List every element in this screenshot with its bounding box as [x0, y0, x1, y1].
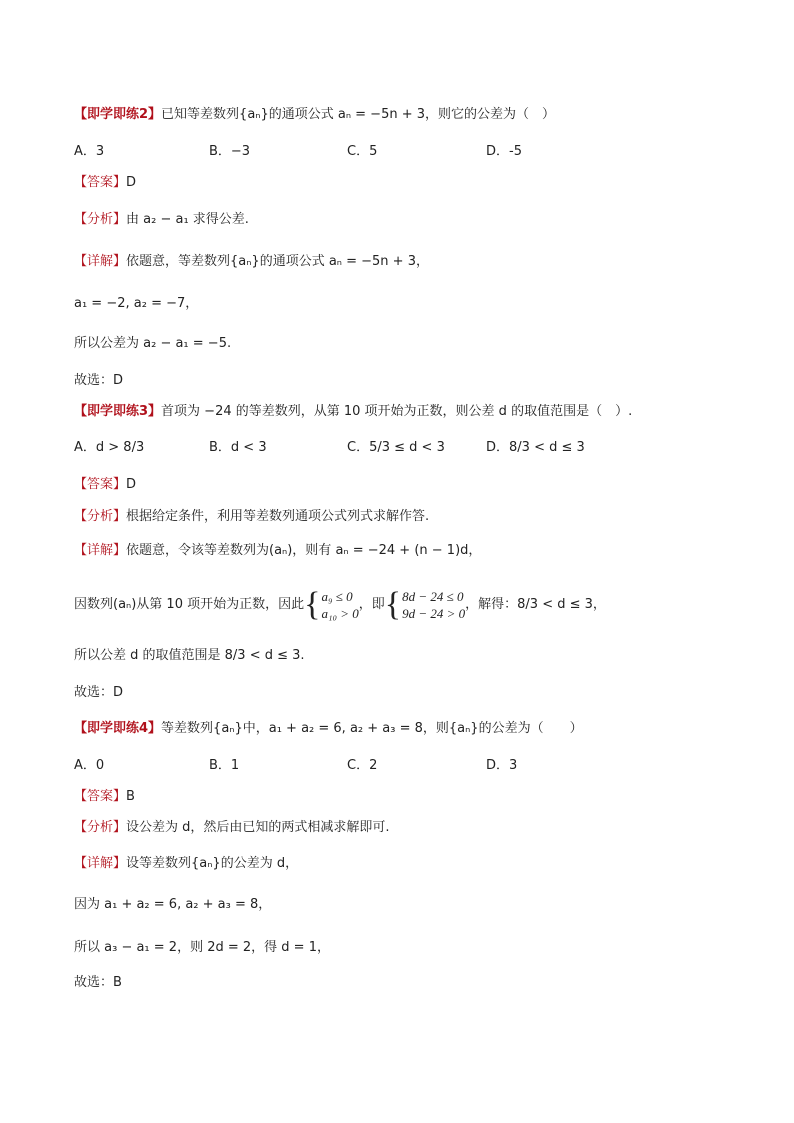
- q3-system-1-row-2: a₁₀ > 0: [321, 605, 359, 621]
- q4-analysis: 设公差为 d，然后由已知的两式相减求解即可.: [126, 820, 390, 835]
- q2-analysis-label: 【分析】: [74, 212, 127, 227]
- q3-detail-line-2: [74, 586, 606, 624]
- q4-option-d: D．3: [486, 758, 518, 773]
- q2-tag: 【即学即练2】: [74, 107, 162, 122]
- q4-answer: B: [126, 789, 135, 804]
- q2-answer-label: 【答案】: [74, 175, 127, 190]
- q4-detail-3: 所以 a₃ − a₁ = 2，则 2d = 2，得 d = 1，: [74, 940, 330, 955]
- q3-analysis-label: 【分析】: [74, 509, 127, 524]
- q4-option-a: A．0: [74, 758, 105, 773]
- q2-detail-2: a₁ = −2, a₂ = −7，: [74, 296, 199, 311]
- q4-analysis-line: [74, 818, 390, 838]
- q3-brace-2: {: [384, 585, 402, 623]
- q3-answer-label: 【答案】: [74, 477, 127, 492]
- q4-option-b: B．1: [209, 758, 240, 773]
- q3-detail-line-1: [74, 541, 481, 561]
- q3-system-2-row-2: 9d − 24 > 0: [402, 605, 466, 621]
- q3-stem-line: [74, 402, 632, 422]
- q3-stem: 首项为 −24 的等差数列，从第 10 项开始为正数，则公差 d 的取值范围是（ ）.: [161, 404, 633, 419]
- q3-system-1: [321, 588, 358, 622]
- q3-analysis-line: [74, 507, 429, 527]
- q2-stem: 已知等差数列{aₙ}的通项公式 aₙ = −5n + 3，则它的公差为（ ）: [161, 107, 556, 122]
- q3-detail-label: 【详解】: [74, 543, 127, 558]
- q3-option-c: C．5/3 ≤ d < 3: [347, 440, 445, 455]
- q3-detail-1: 依题意，令该等差数列为(aₙ)，则有 aₙ = −24 + (n − 1)d，: [126, 543, 482, 558]
- q3-detail-2a: 因数列(aₙ)从第 10 项开始为正数，因此: [74, 597, 305, 612]
- q2-detail-label: 【详解】: [74, 254, 127, 269]
- q3-option-a: A．d > 8/3: [74, 440, 145, 455]
- q3-detail-3: 所以公差 d 的取值范围是 8/3 < d ≤ 3.: [74, 648, 305, 663]
- q2-answer-line: [74, 173, 136, 193]
- q3-answer-line: [74, 475, 136, 495]
- q3-system-2: [402, 588, 465, 622]
- q2-stem-line: [74, 105, 555, 125]
- q2-option-c: C．5: [347, 144, 378, 159]
- q2-choice: 故选：D: [74, 373, 124, 388]
- q4-answer-line: [74, 787, 135, 807]
- q2-option-d: D．-5: [486, 144, 522, 159]
- q4-choice: 故选：B: [74, 975, 122, 990]
- q3-option-b: B．d < 3: [209, 440, 267, 455]
- q3-analysis: 根据给定条件，利用等差数列通项公式列式求解作答.: [126, 509, 430, 524]
- q4-tag: 【即学即练4】: [74, 721, 162, 736]
- q3-answer: D: [126, 477, 137, 492]
- q4-detail-2: 因为 a₁ + a₂ = 6, a₂ + a₃ = 8，: [74, 897, 272, 912]
- q4-detail-label: 【详解】: [74, 856, 127, 871]
- q2-detail-line-1: [74, 252, 429, 272]
- q2-detail-3: 所以公差为 a₂ − a₁ = −5.: [74, 336, 232, 351]
- q2-option-a: A．3: [74, 144, 105, 159]
- q3-detail-2c: ，解得：8/3 < d ≤ 3，: [465, 597, 606, 612]
- q3-brace-1: {: [304, 585, 321, 623]
- q3-tag: 【即学即练3】: [74, 404, 162, 419]
- q2-analysis-line: [74, 210, 249, 230]
- q3-system-1-row-1: a₉ ≤ 0: [321, 588, 353, 604]
- q3-system-2-row-1: 8d − 24 ≤ 0: [402, 588, 464, 604]
- q2-option-b: B．−3: [209, 144, 251, 159]
- q4-analysis-label: 【分析】: [74, 820, 127, 835]
- q2-analysis: 由 a₂ − a₁ 求得公差.: [126, 212, 249, 227]
- q4-answer-label: 【答案】: [74, 789, 127, 804]
- q4-stem: 等差数列{aₙ}中，a₁ + a₂ = 6, a₂ + a₃ = 8，则{aₙ}的公差为（ ）: [161, 721, 583, 736]
- q4-detail-1: 设等差数列{aₙ}的公差为 d，: [126, 856, 299, 871]
- q4-detail-line-1: [74, 854, 298, 874]
- q2-answer: D: [126, 175, 137, 190]
- q3-option-d: D．8/3 < d ≤ 3: [486, 440, 585, 455]
- q4-stem-line: [74, 719, 583, 739]
- q4-option-c: C．2: [347, 758, 378, 773]
- q3-detail-2b: ，即: [358, 597, 385, 612]
- q3-choice: 故选：D: [74, 685, 124, 700]
- q2-detail-1: 依题意，等差数列{aₙ}的通项公式 aₙ = −5n + 3，: [126, 254, 429, 269]
